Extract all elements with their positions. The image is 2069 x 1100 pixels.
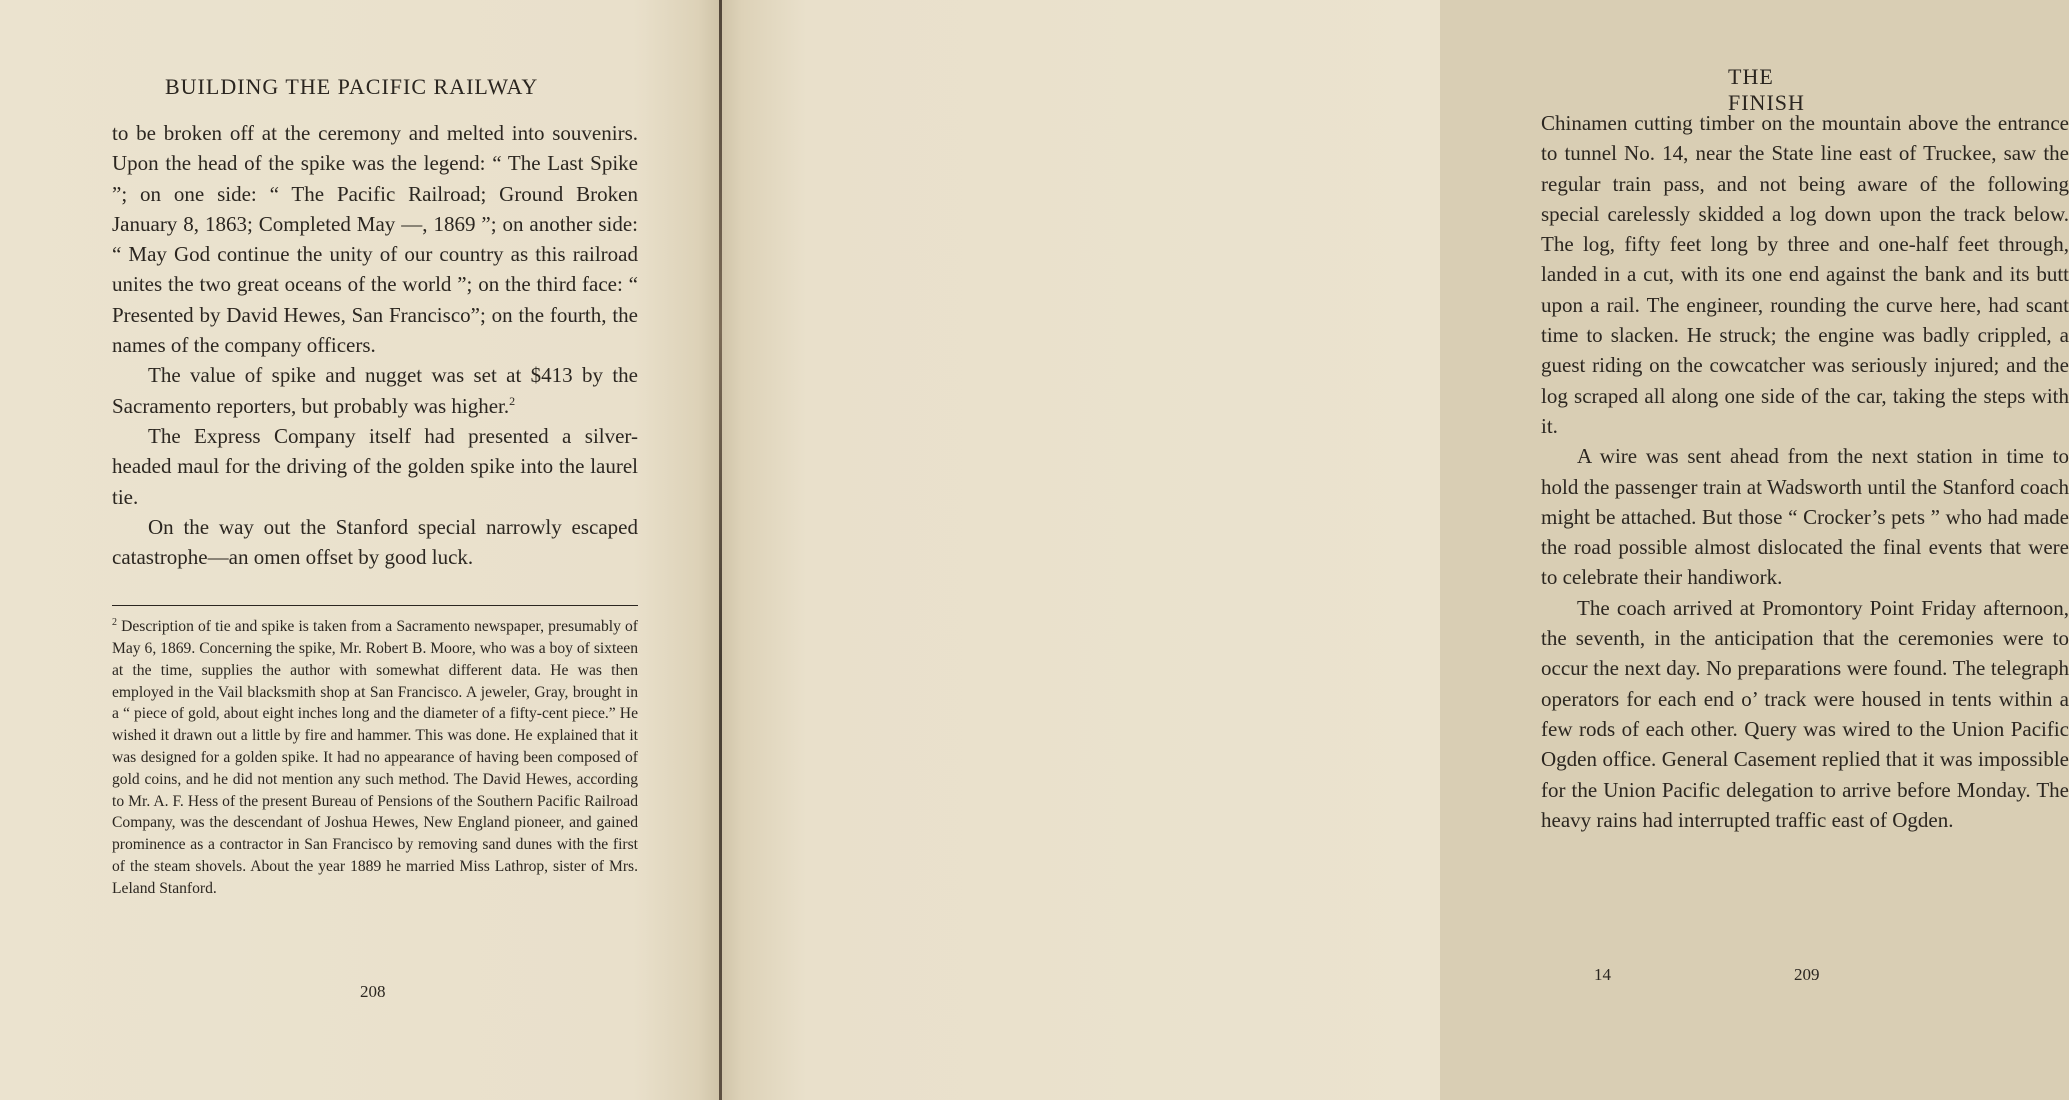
right-paragraph-1: Chinamen cutting timber on the mountain above the entrance to tunnel No. 14, near the State line east of Truckee, saw the regular train pass, and not being aware of the following special carelessly skidded a log down upon the track below. The log, fifty feet long by three and one-half feet through, landed in a cut, with its one end against the bank and its butt upon a rail. The engineer, rounding the curve here, had scant time to slacken. He struck; the engine was badly crippled, a guest riding on the cowcatcher was seriously injured; and the log scraped all along one side of the car, taking the steps with it. bbox=[1541, 111, 2069, 438]
signature-mark: 14 bbox=[1594, 965, 1611, 984]
running-head-right: THE FINISH bbox=[1728, 64, 1805, 115]
page-number-right: 209 bbox=[1794, 965, 1820, 984]
footnote-text: Description of tie and spike is taken from a Sacramento newspaper, presumably of May 6, 1869. Concerning the spike, Mr. Robert B. Moore, who was a boy of sixteen at the time, supplies the author with somewhat different data. He was then employed in the Vail blacksmith shop at San Francisco. A jeweler, Gray, brought in a “ piece of gold, about eight inches long and the diameter of a fifty-cent piece.” He wished it drawn out a little by fire and hammer. This was done. He explained that it was designed for a golden spike. It had no appearance of having been composed of gold coins, and he did not mention any such method. The David Hewes, according to Mr. A. F. Hess of the present Bureau of Pensions of the Southern Pacific Railroad Company, was the descendant of Joshua Hewes, New England pioneer, and gained prominence as a contractor in San Francisco by removing sand dunes with the first of the steam shovels. About the year 1889 he married Miss Lathrop, sister of Mrs. Leland Stanford. bbox=[112, 618, 638, 897]
page-number-left: 208 bbox=[360, 982, 386, 1001]
footnote-reference: 2 bbox=[509, 393, 516, 408]
left-paragraph-3: The Express Company itself had presented a silver-headed maul for the driving of the golden spike into the laurel tie. bbox=[112, 423, 638, 509]
left-paragraph-1: to be broken off at the ceremony and melted into souvenirs. Upon the head of the spike was the legend: “ The Last Spike ”; on one side: “ The Pacific Railroad; Ground Broken January 8, 1863; Completed May —, 1869 ”; on another side: “ May God continue the unity of our country as this railroad unites the two great oceans of the world ”; on the third face: “ Presented by David Hewes, San Francisco”; on the fourth, the names of the company officers. bbox=[112, 121, 638, 358]
left-paragraph-4: On the way out the Stanford special narrowly escaped catastrophe—an omen offset by good luck. bbox=[112, 514, 638, 570]
footnote-rule bbox=[112, 605, 638, 606]
right-paragraph-2: A wire was sent ahead from the next station in time to hold the passenger train at Wadsworth until the Stanford coach might be attached. But those “ Crocker’s pets ” who had made the road possible almost dislocated the final events that were to celebrate their handiwork. bbox=[1541, 444, 2069, 590]
gutter-shadow bbox=[719, 0, 722, 1100]
footnote-marker: 2 bbox=[112, 617, 117, 628]
left-page bbox=[0, 0, 720, 1100]
left-paragraph-2-text: The value of spike and nugget was set at $413 by the Sacramento reporters, but probably was higher. bbox=[112, 363, 638, 418]
left-body-text bbox=[112, 118, 638, 572]
right-page bbox=[720, 0, 2069, 1100]
right-body-text bbox=[1541, 108, 2069, 835]
left-paragraph-2 bbox=[112, 360, 638, 421]
right-paragraph-3: The coach arrived at Promontory Point Friday afternoon, the seventh, in the anticipation that the ceremonies were to occur the next day. No preparations were found. The telegraph operators for each end o’ track were housed in tents within a few rods of each other. Query was wired to the Union Pacific Ogden office. General Casement replied that it was impossible for the Union Pacific delegation to arrive before Monday. The heavy rains had interrupted traffic east of Ogden. bbox=[1541, 595, 2069, 832]
footnote bbox=[112, 612, 638, 900]
running-head-left: BUILDING THE PACIFIC RAILWAY bbox=[165, 74, 539, 99]
